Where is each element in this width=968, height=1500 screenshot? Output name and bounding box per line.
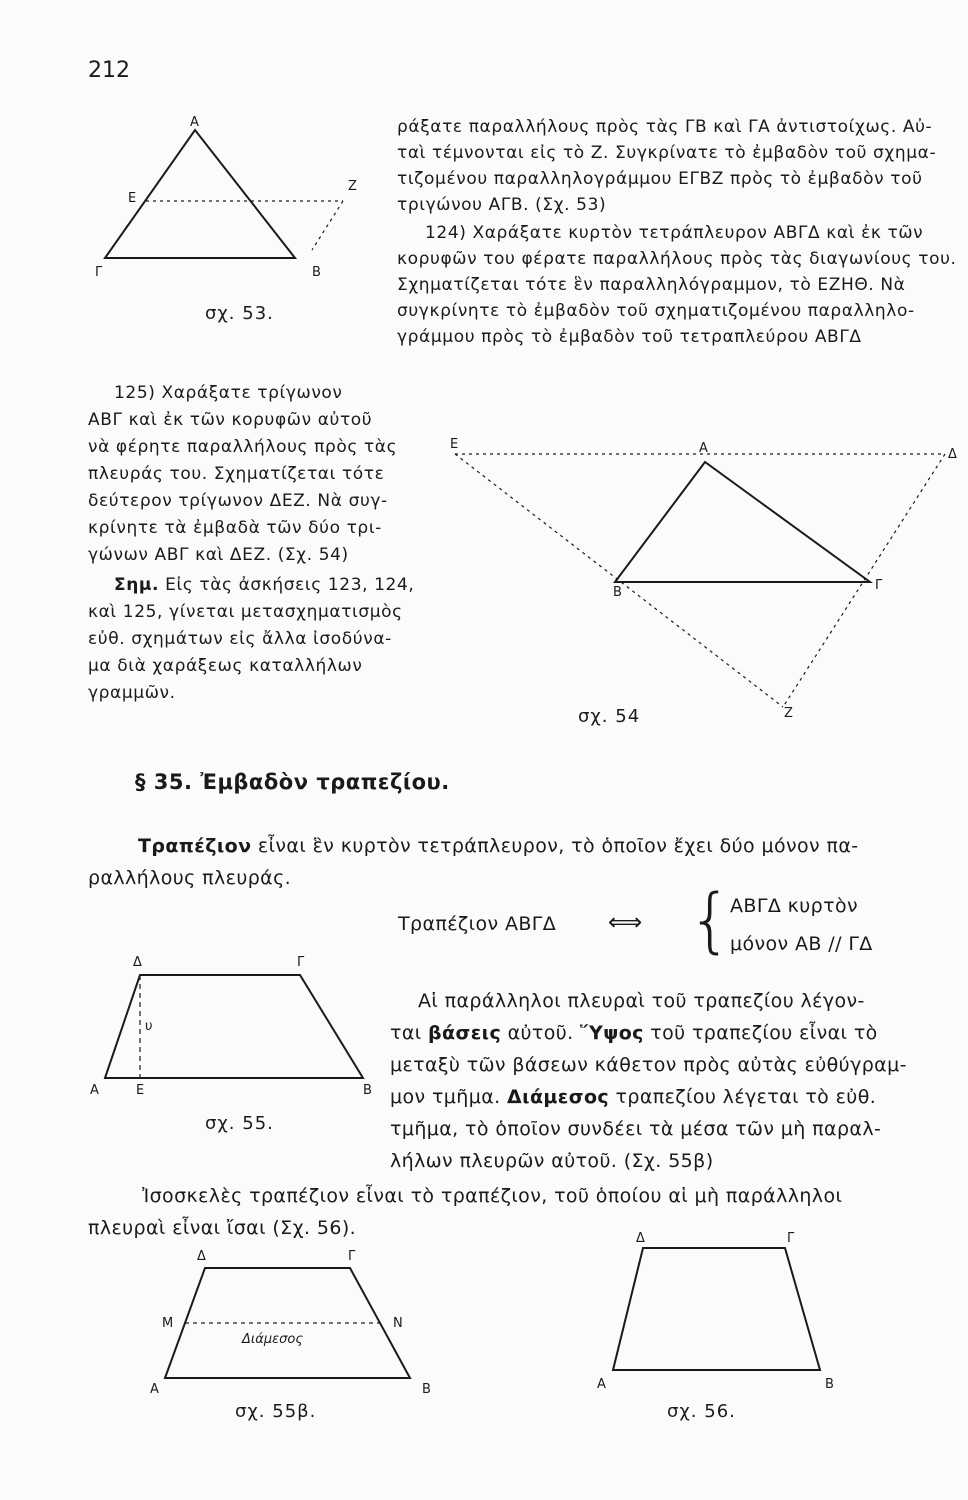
fig55-caption: σχ. 55. — [205, 1113, 274, 1134]
text-span: αὐτοῦ. — [501, 1022, 581, 1044]
fig55b-label-n: Ν — [393, 1316, 403, 1331]
text-line: γράμμου πρὸς τὸ ἐμβαδὸν τοῦ τετραπλεύρου ΑΒΓΔ — [397, 327, 862, 347]
fig54-caption: σχ. 54 — [578, 706, 641, 727]
equivalence-left: Τραπέζιον ΑΒΓΔ — [398, 913, 557, 935]
fig55-label-a: Α — [90, 1083, 99, 1098]
fig55b-label-m: Μ — [162, 1316, 174, 1331]
figure-55b-drawing — [140, 1245, 440, 1395]
text-line: πλευράς του. Σχηματίζεται τότε — [88, 464, 385, 484]
text-line: νὰ φέρητε παραλλήλους πρὸς τὰς — [88, 437, 398, 457]
text-line: δεύτερον τρίγωνον ΔΕΖ. Νὰ συγ- — [88, 491, 388, 511]
note-label: Σημ. — [114, 575, 160, 595]
bases-line-1: Αἱ παράλληλοι πλευραὶ τοῦ τραπεζίου λέγον- — [418, 990, 865, 1012]
fig55-label-g: Γ — [297, 955, 305, 970]
text-line: 124) Χαράξατε κυρτὸν τετράπλευρον ΑΒΓΔ καὶ ἐκ τῶν — [425, 223, 924, 243]
fig56-label-d: Δ — [636, 1231, 645, 1246]
text-line: ταὶ τέμνονται εἰς τὸ Ζ. Συγκρίνατε τὸ ἐμβαδὸν τοῦ σχημα- — [397, 143, 937, 163]
text-line: κρίνητε τὰ ἐμβαδὰ τῶν δύο τρι- — [88, 518, 382, 538]
fig55-label-e: Ε — [136, 1083, 145, 1098]
figure-56 — [585, 1230, 845, 1390]
term-median: Διάμεσος — [507, 1086, 610, 1108]
bases-line-2 — [390, 1017, 878, 1049]
fig55b-label-g: Γ — [348, 1249, 356, 1264]
definition-line-2: ραλλήλους πλευράς. — [88, 867, 292, 889]
term-height: Ὕψος — [580, 1022, 644, 1044]
figure-54-drawing — [445, 432, 965, 722]
equivalence-arrow: ⟺ — [608, 908, 643, 936]
fig55b-label-d: Δ — [197, 1249, 206, 1264]
fig53-caption: σχ. 53. — [205, 303, 274, 324]
text-line: Σχηματίζεται τότε ἓν παραλληλόγραμμον, τὸ ΕΖΗΘ. Νὰ — [397, 275, 906, 295]
text-span: ται — [390, 1022, 429, 1044]
text-line: γώνων ΑΒΓ καὶ ΔΕΖ. (Σχ. 54) — [88, 545, 349, 565]
fig55b-label-a: Α — [150, 1382, 159, 1397]
exercise-123-continued — [397, 114, 936, 218]
fig55b-label-b: Β — [422, 1382, 431, 1397]
fig53-label-z: Ζ — [348, 179, 357, 194]
text-line: 125) Χαράξατε τρίγωνον — [114, 383, 343, 403]
fig53-label-b: Β — [312, 265, 321, 280]
fig54-label-b: Β — [613, 585, 622, 600]
fig56-label-b: Β — [825, 1377, 834, 1392]
text-line: εὐθ. σχημάτων εἰς ἄλλα ἰσοδύνα- — [88, 629, 392, 649]
section-number: § 35. — [135, 770, 193, 794]
definition-text: εἶναι ἓν κυρτὸν τετράπλευρον, τὸ ὁποῖον ἔχει δύο μόνον πα- — [251, 835, 859, 857]
figure-53-drawing — [90, 110, 370, 310]
fig54-label-d: Δ — [948, 447, 957, 462]
exercise-124 — [397, 220, 957, 350]
bases-line-4 — [390, 1081, 876, 1113]
fig55-label-b: Β — [363, 1083, 372, 1098]
text-span: τοῦ τραπεζίου εἶναι τὸ — [643, 1022, 878, 1044]
fig53-label-g: Γ — [95, 265, 103, 280]
equivalence-right-2: μόνον ΑΒ // ΓΔ — [730, 933, 873, 955]
text-line: συγκρίνητε τὸ ἐμβαδὸν τοῦ σχηματιζομένου παραλληλο- — [397, 301, 915, 321]
fig56-label-a: Α — [597, 1377, 606, 1392]
text-line: μα διὰ χαράξεως καταλλήλων — [88, 656, 363, 676]
figure-55 — [85, 950, 385, 1100]
definition-term: Τραπέζιον — [138, 835, 252, 857]
figure-55-drawing — [85, 950, 385, 1100]
text-line: ράξατε παραλλήλους πρὸς τὰς ΓΒ καὶ ΓΑ ἀντιστοίχως. Αὐ- — [397, 117, 933, 137]
fig54-label-z: Ζ — [784, 706, 793, 721]
bases-line-5: τμῆμα, τὸ ὁποῖον συνδέει τὰ μέσα τῶν μὴ παραλ- — [390, 1118, 882, 1140]
fig56-caption: σχ. 56. — [667, 1401, 736, 1422]
fig56-label-g: Γ — [787, 1231, 795, 1246]
exercise-125 — [88, 380, 397, 569]
bases-line-6: λήλων πλευρῶν αὐτοῦ. (Σχ. 55β) — [390, 1150, 714, 1172]
text-span: τραπεζίου λέγεται τὸ εὐθ. — [609, 1086, 877, 1108]
fig55b-caption: σχ. 55β. — [235, 1401, 317, 1422]
fig55-label-d: Δ — [133, 955, 142, 970]
fig55b-median-label: Διάμεσος — [242, 1332, 303, 1347]
note — [88, 572, 414, 707]
text-line: κορυφῶν του φέρατε παραλλήλους πρὸς τὰς διαγωνίους του. — [397, 249, 957, 269]
text-line: ΑΒΓ καὶ ἐκ τῶν κορυφῶν αὐτοῦ — [88, 410, 373, 430]
section-title: Ἐμβαδὸν τραπεζίου. — [200, 770, 450, 794]
text-line: τιζομένου παραλληλογράμμου ΕΓΒΖ πρὸς τὸ ἐμβαδὸν τοῦ — [397, 169, 923, 189]
text-line: καὶ 125, γίνεται μετασχηματισμὸς — [88, 602, 403, 622]
text-line: γραμμῶν. — [88, 683, 176, 703]
isosceles-line-1: Ἰσοσκελὲς τραπέζιον εἶναι τὸ τραπέζιον, τοῦ ὁποίου αἱ μὴ παράλληλοι — [142, 1185, 843, 1207]
equivalence-brace: { — [688, 879, 733, 961]
fig54-label-g: Γ — [875, 578, 883, 593]
figure-55b — [140, 1245, 440, 1395]
text-line: τριγώνου ΑΓΒ. (Σχ. 53) — [397, 195, 607, 215]
isosceles-line-2: πλευραὶ εἶναι ἴσαι (Σχ. 56). — [88, 1217, 357, 1239]
fig54-label-e: Ε — [450, 437, 459, 452]
page-number: 212 — [88, 58, 130, 83]
fig55-label-height: υ — [145, 1019, 153, 1034]
definition-line-1 — [138, 830, 859, 862]
note-first-line — [88, 572, 414, 599]
text-span: μον τμῆμα. — [390, 1086, 508, 1108]
fig54-label-a: Α — [699, 441, 708, 456]
figure-53 — [90, 110, 370, 310]
bases-line-3: μεταξὺ τῶν βάσεων κάθετον πρὸς αὐτὰς εὐθύγραμ- — [390, 1054, 907, 1076]
fig53-label-a: Α — [190, 115, 199, 130]
term-bases: βάσεις — [428, 1022, 502, 1044]
figure-54 — [445, 432, 965, 722]
figure-56-drawing — [585, 1230, 845, 1390]
section-heading — [135, 770, 450, 794]
equivalence-right-1: ΑΒΓΔ κυρτὸν — [730, 895, 858, 917]
note-first-text: Εἰς τὰς ἀσκήσεις 123, 124, — [159, 575, 415, 595]
fig53-label-e: Ε — [128, 191, 137, 206]
